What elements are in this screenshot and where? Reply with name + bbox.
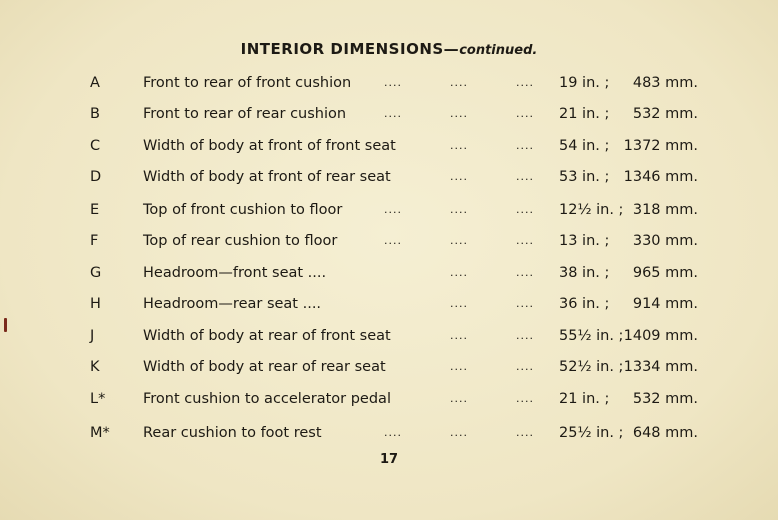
row-millimetres: 532 mm.: [632, 391, 698, 407]
row-letter: B: [90, 106, 100, 122]
row-millimetres: 1334 mm.: [623, 359, 698, 375]
row-inches: 52½ in. ;: [559, 359, 624, 375]
row-description: Width of body at rear of rear seat: [143, 359, 386, 375]
table-row: [0, 292, 778, 316]
leader-dots: ....: [516, 266, 534, 279]
leader-dots: ....: [516, 426, 534, 439]
leader-dots: ....: [384, 76, 402, 89]
table-row: [0, 421, 778, 445]
title-main: INTERIOR DIMENSIONS—: [240, 40, 460, 58]
row-inches: 19 in. ;: [559, 75, 610, 91]
row-inches: 38 in. ;: [559, 265, 610, 281]
leader-dots: ....: [450, 107, 468, 120]
row-description: Top of rear cushion to floor: [143, 233, 338, 249]
leader-dots: ....: [516, 203, 534, 216]
leader-dots: ....: [516, 76, 534, 89]
row-inches: 25½ in. ;: [559, 425, 624, 441]
leader-dots: ....: [450, 329, 468, 342]
row-description: Front to rear of rear cushion: [143, 106, 347, 122]
table-row: [0, 134, 778, 158]
row-letter: D: [90, 169, 102, 185]
row-description: Width of body at rear of front seat: [143, 328, 391, 344]
row-inches: 36 in. ;: [559, 296, 610, 312]
leader-dots: ....: [384, 234, 402, 247]
row-millimetres: 1372 mm.: [623, 138, 698, 154]
leader-dots: ....: [450, 392, 468, 405]
table-row: [0, 229, 778, 253]
leader-dots: ....: [384, 426, 402, 439]
row-description: Top of front cushion to floor: [143, 202, 343, 218]
row-letter: G: [90, 265, 102, 281]
row-letter: F: [90, 233, 99, 249]
table-row: [0, 261, 778, 285]
row-letter: J: [90, 328, 95, 344]
row-millimetres: 914 mm.: [632, 296, 698, 312]
row-millimetres: 483 mm.: [632, 75, 698, 91]
row-letter: C: [90, 138, 101, 154]
table-row: [0, 355, 778, 379]
title-continued: continued.: [459, 43, 538, 58]
row-inches: 13 in. ;: [559, 233, 610, 249]
row-inches: 21 in. ;: [559, 106, 610, 122]
row-millimetres: 648 mm.: [632, 425, 698, 441]
row-letter: L*: [90, 391, 106, 407]
page-title: [0, 40, 778, 58]
leader-dots: ....: [450, 139, 468, 152]
row-inches: 21 in. ;: [559, 391, 610, 407]
row-letter: M*: [90, 425, 110, 441]
leader-dots: ....: [450, 234, 468, 247]
row-millimetres: 330 mm.: [632, 233, 698, 249]
row-description: Width of body at front of rear seat: [143, 169, 391, 185]
row-description: Front cushion to accelerator pedal: [143, 391, 391, 407]
row-inches: 53 in. ;: [559, 169, 610, 185]
leader-dots: ....: [450, 76, 468, 89]
row-millimetres: 1346 mm.: [623, 169, 698, 185]
table-row: [0, 387, 778, 411]
leader-dots: ....: [516, 360, 534, 373]
row-inches: 54 in. ;: [559, 138, 610, 154]
row-description: Front to rear of front cushion: [143, 75, 352, 91]
row-millimetres: 1409 mm.: [623, 328, 698, 344]
row-letter: A: [90, 75, 100, 91]
leader-dots: ....: [516, 392, 534, 405]
row-inches: 12½ in. ;: [559, 202, 624, 218]
leader-dots: ....: [516, 297, 534, 310]
leader-dots: ....: [516, 107, 534, 120]
row-description: Width of body at front of front seat: [143, 138, 396, 154]
row-description: Rear cushion to foot rest: [143, 425, 322, 441]
leader-dots: ....: [450, 170, 468, 183]
table-row: [0, 71, 778, 95]
leader-dots: ....: [516, 329, 534, 342]
leader-dots: ....: [450, 426, 468, 439]
leader-dots: ....: [450, 297, 468, 310]
row-millimetres: 318 mm.: [632, 202, 698, 218]
row-millimetres: 532 mm.: [632, 106, 698, 122]
leader-dots: ....: [450, 266, 468, 279]
leader-dots: ....: [516, 139, 534, 152]
row-inches: 55½ in. ;: [559, 328, 624, 344]
row-letter: K: [90, 359, 100, 375]
page-number: 17: [379, 452, 399, 467]
row-millimetres: 965 mm.: [632, 265, 698, 281]
row-letter: H: [90, 296, 101, 312]
table-row: [0, 165, 778, 189]
leader-dots: ....: [450, 203, 468, 216]
leader-dots: ....: [516, 234, 534, 247]
table-row: [0, 102, 778, 126]
leader-dots: ....: [384, 203, 402, 216]
row-letter: E: [90, 202, 100, 218]
leader-dots: ....: [384, 107, 402, 120]
leader-dots: ....: [450, 360, 468, 373]
row-description: Headroom—front seat ....: [143, 265, 327, 281]
table-row: [0, 324, 778, 348]
leader-dots: ....: [516, 170, 534, 183]
row-description: Headroom—rear seat ....: [143, 296, 322, 312]
table-row: [0, 198, 778, 222]
